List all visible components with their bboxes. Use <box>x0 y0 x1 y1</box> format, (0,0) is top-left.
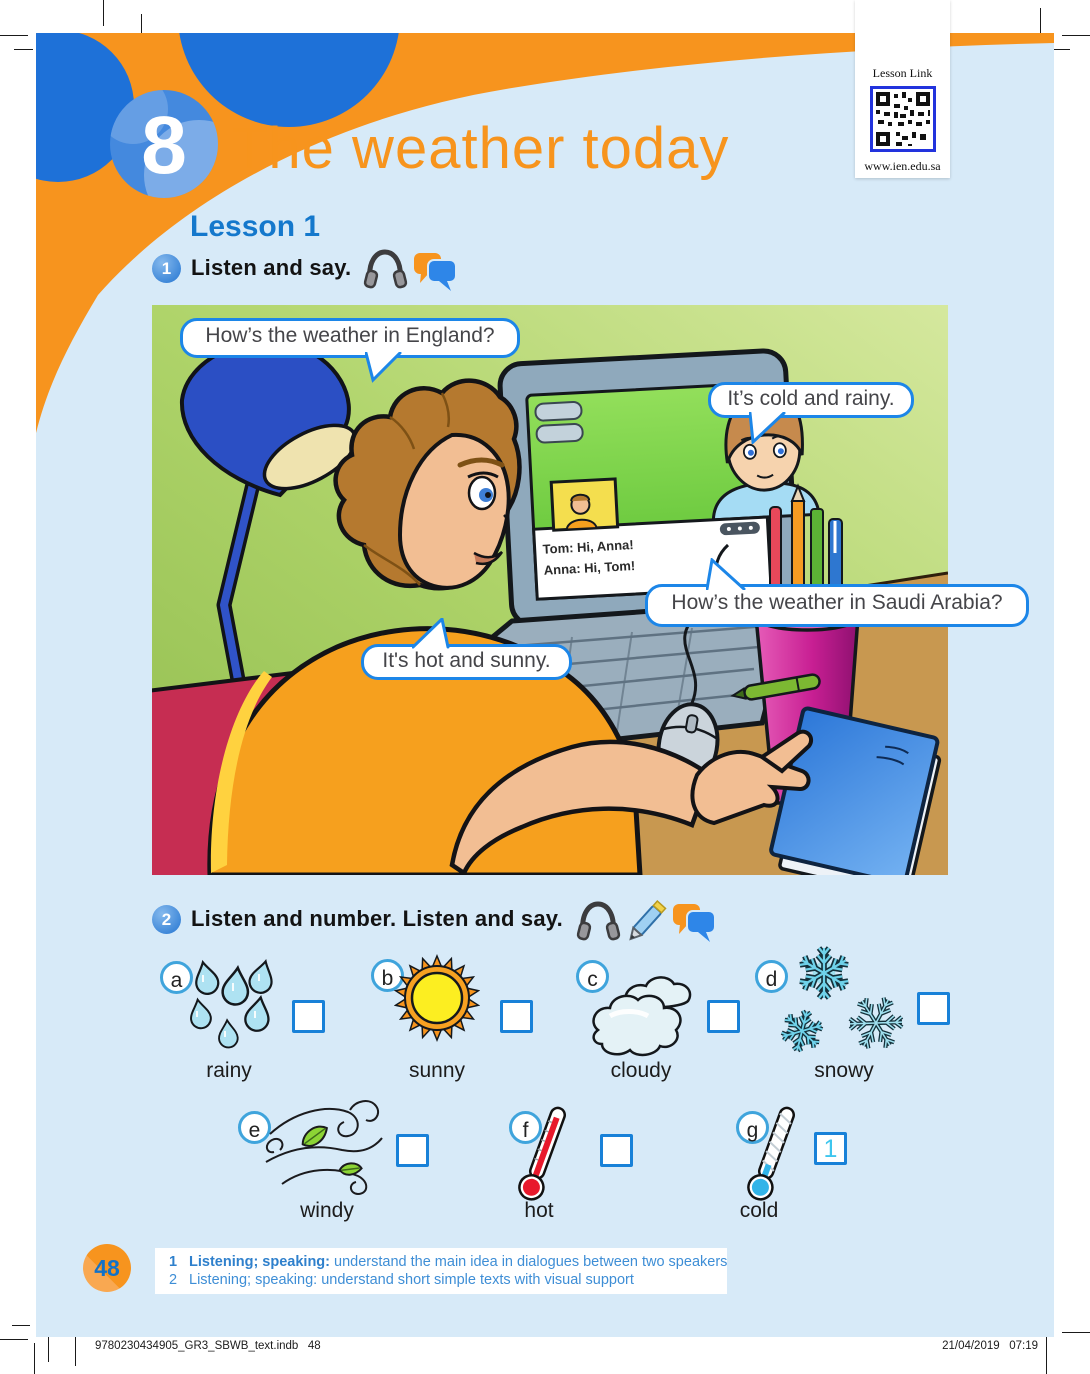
objective-skill: Listening; speaking: <box>189 1254 330 1270</box>
crop-mark <box>48 1337 49 1362</box>
lesson-link-url: www.ien.edu.sa <box>864 159 941 173</box>
speech-bubble-england <box>180 318 520 358</box>
item-label-cold: cold <box>739 1199 779 1222</box>
speech-text: How’s the weather in England? <box>205 324 495 347</box>
item-letter-d: d <box>755 960 788 993</box>
objective-number: 2 <box>169 1272 178 1288</box>
page-number: 48 <box>83 1244 131 1292</box>
item-letter-c: c <box>576 960 609 993</box>
snowy-icon <box>776 945 912 1061</box>
objective-number: 1 <box>169 1254 178 1270</box>
headphones-icon <box>575 898 622 944</box>
headphones-icon <box>362 246 409 292</box>
unit-title: The weather today <box>232 116 730 181</box>
speech-text: It’s cold and rainy. <box>727 387 895 410</box>
crop-mark <box>103 0 104 26</box>
objective-2 <box>169 1271 727 1289</box>
answer-box-a[interactable] <box>292 1000 325 1033</box>
crop-mark <box>1062 35 1090 36</box>
activity-2-instruction: Listen and number. Listen and say. <box>191 906 563 931</box>
lesson-heading: Lesson 1 <box>190 210 321 243</box>
objective-skill: Listening; speaking: <box>189 1272 318 1288</box>
item-letter-a: a <box>160 961 193 994</box>
crop-mark <box>75 1337 76 1366</box>
item-label-rainy: rainy <box>206 1059 252 1082</box>
speech-text: It's hot and sunny. <box>382 649 551 672</box>
cloudy-icon <box>586 968 696 1060</box>
chat-line-1: Tom: Hi, Anna! <box>542 537 634 557</box>
unit-number: 8 <box>141 100 187 191</box>
rainy-icon <box>184 951 274 1057</box>
item-label-cloudy: cloudy <box>610 1059 672 1082</box>
answer-box-e[interactable] <box>396 1134 429 1167</box>
answer-box-d[interactable] <box>917 992 950 1025</box>
objective-description: understand the main idea in dialogues between two speakers <box>330 1254 728 1270</box>
lesson-link-card[interactable] <box>855 0 950 178</box>
imprint-left: 9780230434905_GR3_SBWB_text.indb 48 <box>95 1340 321 1352</box>
crop-mark <box>0 35 28 36</box>
lesson-link-label: Lesson Link <box>872 66 933 80</box>
speech-text: How’s the weather in Saudi Arabia? <box>671 591 1003 614</box>
item-letter-g: g <box>736 1111 769 1144</box>
crop-mark <box>1062 1332 1090 1333</box>
item-label-hot: hot <box>524 1199 554 1222</box>
chat-bubbles-icon <box>672 902 718 944</box>
objectives-box <box>155 1248 727 1294</box>
speech-bubble-cold-rainy <box>708 382 914 418</box>
crop-mark <box>1046 1337 1047 1374</box>
sunny-icon <box>394 949 480 1049</box>
speech-bubble-hot-sunny <box>361 644 572 680</box>
qr-code[interactable] <box>870 86 936 152</box>
windy-icon <box>264 1096 390 1208</box>
answer-box-c[interactable] <box>707 1000 740 1033</box>
crop-mark <box>34 1343 35 1374</box>
activity-2-number: 2 <box>152 905 181 934</box>
chat-bubbles-icon <box>413 251 459 293</box>
speech-bubble-saudi-arabia <box>645 584 1029 627</box>
activity-1-instruction: Listen and say. <box>191 255 352 280</box>
chat-line-2: Anna: Hi, Tom! <box>543 557 636 578</box>
item-label-sunny: sunny <box>408 1059 466 1082</box>
pencil-icon <box>622 895 672 945</box>
answer-box-g[interactable]: 1 <box>814 1132 847 1165</box>
item-label-windy: windy <box>300 1199 354 1222</box>
item-letter-f: f <box>509 1111 542 1144</box>
activity-1-number: 1 <box>152 254 181 283</box>
inset-video <box>551 479 617 530</box>
answer-box-f[interactable] <box>600 1134 633 1167</box>
crop-mark <box>0 1339 28 1340</box>
item-letter-b: b <box>371 959 404 992</box>
item-label-snowy: snowy <box>814 1059 874 1082</box>
crop-mark <box>12 1325 30 1326</box>
objective-1 <box>169 1253 727 1271</box>
unit-number-badge <box>110 90 218 198</box>
crop-mark <box>14 49 33 50</box>
imprint-right: 21/04/2019 07:19 <box>942 1340 1038 1352</box>
page-canvas <box>36 33 1054 1337</box>
objective-description: understand short simple texts with visual support <box>317 1272 634 1288</box>
answer-box-b[interactable] <box>500 1000 533 1033</box>
item-letter-e: e <box>238 1111 271 1144</box>
